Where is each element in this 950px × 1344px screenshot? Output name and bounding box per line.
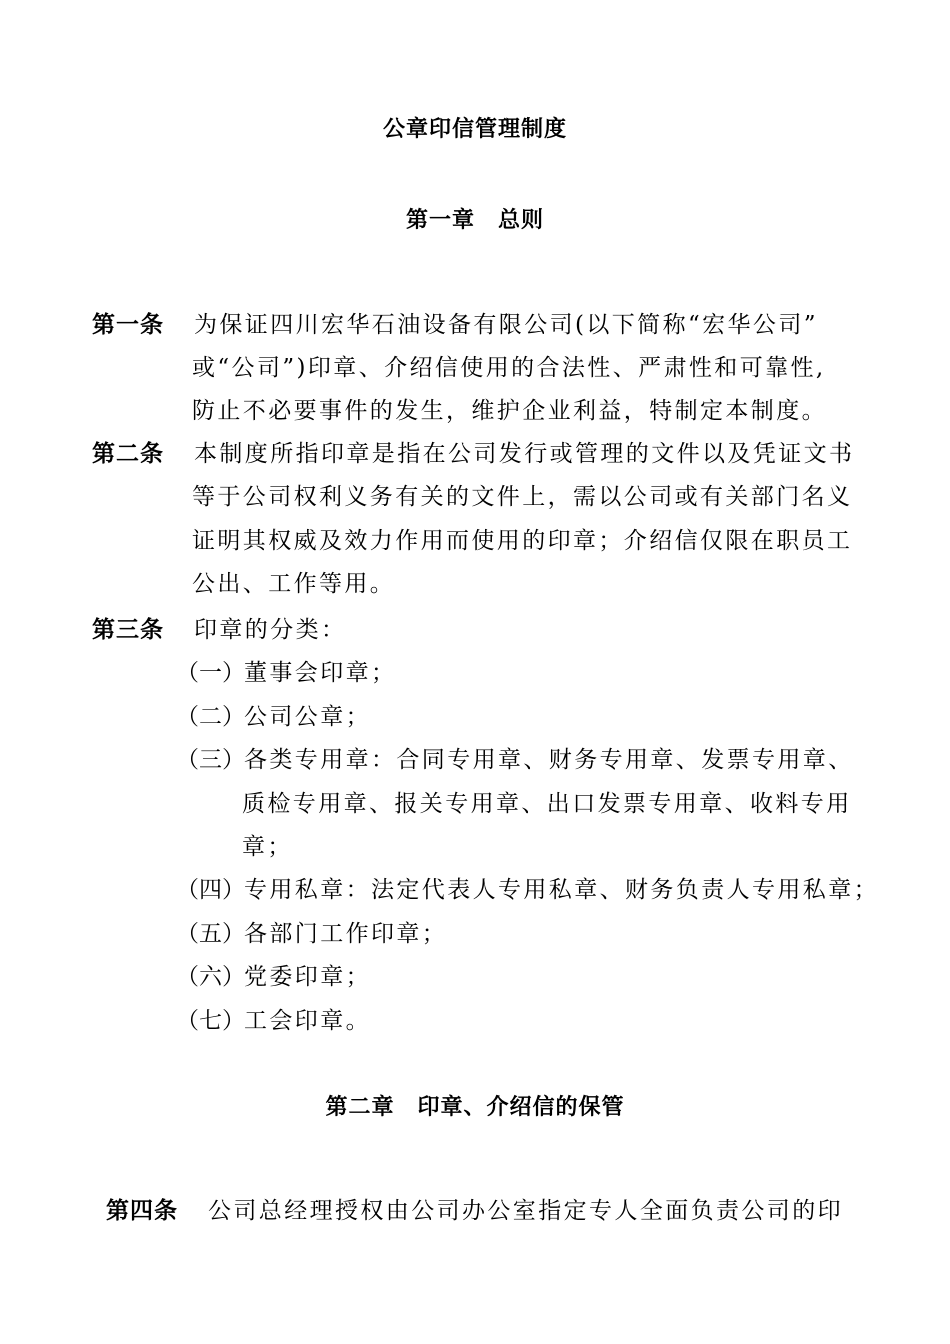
article-3-label: 第三条 [92, 616, 164, 643]
article-3-line-1: 印章的分类： [194, 617, 347, 643]
list-item: 董事会印章； [244, 660, 397, 686]
article-4-line-1: 公司总经理授权由公司办公室指定专人全面负责公司的印 [208, 1198, 843, 1224]
chapter-2-heading: 第二章 印章、介绍信的保管 [325, 1094, 625, 1120]
list-item-number: （三） [176, 747, 245, 773]
article-1-line-1: 为保证四川宏华石油设备有限公司(以下简称“宏华公司” [194, 312, 818, 338]
list-item: 专用私章：法定代表人专用私章、财务负责人专用私章； [244, 877, 879, 903]
article-2-line-2: 等于公司权利义务有关的文件上，需以公司或有关部门名义 [192, 484, 853, 510]
list-item: 工会印章。 [244, 1008, 371, 1034]
article-1-line-2: 或“公司”)印章、介绍信使用的合法性、严肃性和可靠性, [192, 355, 826, 381]
list-item-number: （五） [176, 921, 245, 947]
article-2-line-1: 本制度所指印章是指在公司发行或管理的文件以及凭证文书 [194, 441, 855, 467]
article-2-line-4: 公出、工作等用。 [192, 571, 396, 597]
list-item: 党委印章； [244, 964, 371, 990]
list-item-number: （七） [176, 1008, 245, 1034]
list-item-number: （二） [176, 704, 245, 730]
article-1-line-3: 防止不必要事件的发生，维护企业利益，特制定本制度。 [192, 398, 827, 424]
list-item-number: （六） [176, 964, 245, 990]
article-4-label: 第四条 [106, 1197, 178, 1224]
article-2-line-3: 证明其权威及效力作用而使用的印章；介绍信仅限在职员工 [192, 528, 853, 554]
article-1-label: 第一条 [92, 311, 164, 338]
document-title: 公章印信管理制度 [382, 116, 567, 142]
list-item: 各部门工作印章； [244, 921, 448, 947]
chapter-1-heading: 第一章 总则 [405, 207, 544, 233]
list-item: 各类专用章：合同专用章、财务专用章、发票专用章、 [244, 747, 854, 773]
list-item-number: （一） [176, 660, 245, 686]
list-item-number: （四） [176, 877, 245, 903]
list-item-continuation: 章； [242, 834, 293, 860]
list-item: 公司公章； [244, 704, 371, 730]
article-2-label: 第二条 [92, 440, 164, 467]
list-item-continuation: 质检专用章、报关专用章、出口发票专用章、收料专用 [242, 791, 852, 817]
